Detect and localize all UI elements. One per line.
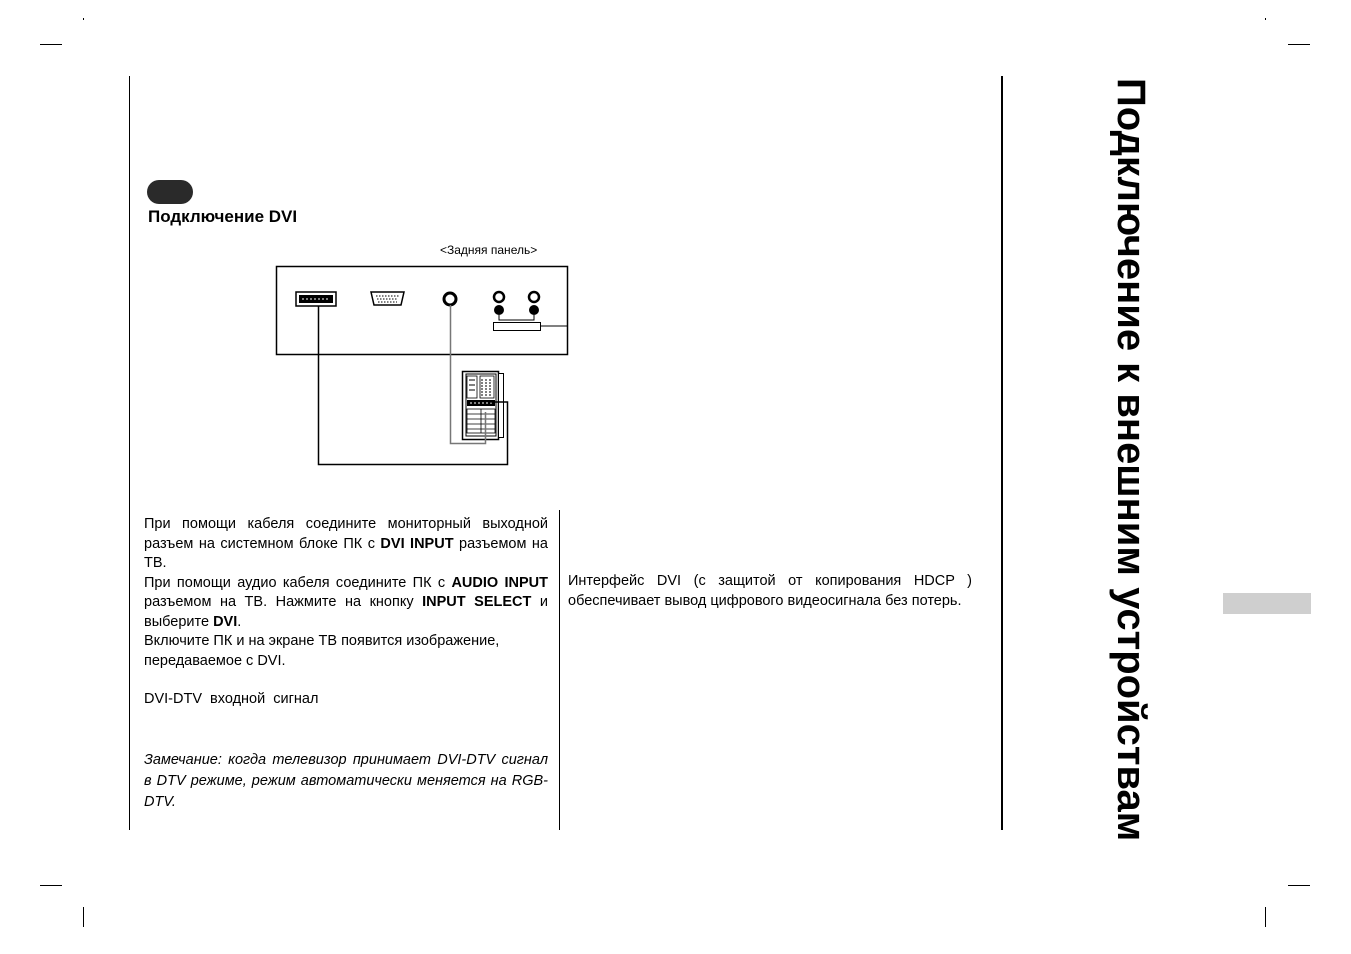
chapter-title: Подключение к внешним устройствам xyxy=(1109,78,1153,842)
text-run: разъемом на ТВ. Нажмите на кнопку xyxy=(144,594,423,610)
input-select-term: INPUT SELECT xyxy=(422,594,532,610)
note-text: Замечание: когда телевизор принимает DVI-DTV сигнал в DTV режиме, режим автоматически меняется на RGB-DTV. xyxy=(144,752,548,810)
signal-line: DVI-DTV входной сигнал xyxy=(144,691,319,707)
text-run: При помощи кабеля соедините мониторный выходной разъем на системном блоке ПК с xyxy=(144,516,548,552)
page-tab xyxy=(1223,593,1311,614)
dvi-port xyxy=(296,292,336,306)
section-title: Подключение DVI xyxy=(148,207,298,226)
dvi-term: DVI xyxy=(213,613,238,630)
pc-tower xyxy=(463,372,504,440)
rear-panel xyxy=(277,267,568,355)
instruction-text xyxy=(144,515,548,671)
paragraph-connect-dvi xyxy=(144,515,548,574)
rear-panel-label: <Задняя панель> xyxy=(440,243,538,257)
vga-port xyxy=(371,292,404,305)
audio-jack xyxy=(444,293,456,305)
paragraph-power-on: Включите ПК и на экране ТВ появится изображение, передаваемое с DVI. xyxy=(144,633,500,669)
text-run: . xyxy=(237,613,242,630)
text-run: При помощи аудио кабеля соедините ПК с xyxy=(144,574,452,591)
text-run: разъемом на ТВ. xyxy=(144,535,548,571)
audio-input-term: AUDIO INPUT xyxy=(451,574,548,591)
text-run: и выберите xyxy=(144,594,548,630)
dvi-input-term: DVI INPUT xyxy=(380,535,454,552)
paragraph-connect-audio xyxy=(144,574,548,633)
hdcp-info: Интерфейс DVI (с защитой от копирования HDCP ) обеспечивает вывод цифрового видеосигнала без потерь. xyxy=(568,573,972,609)
